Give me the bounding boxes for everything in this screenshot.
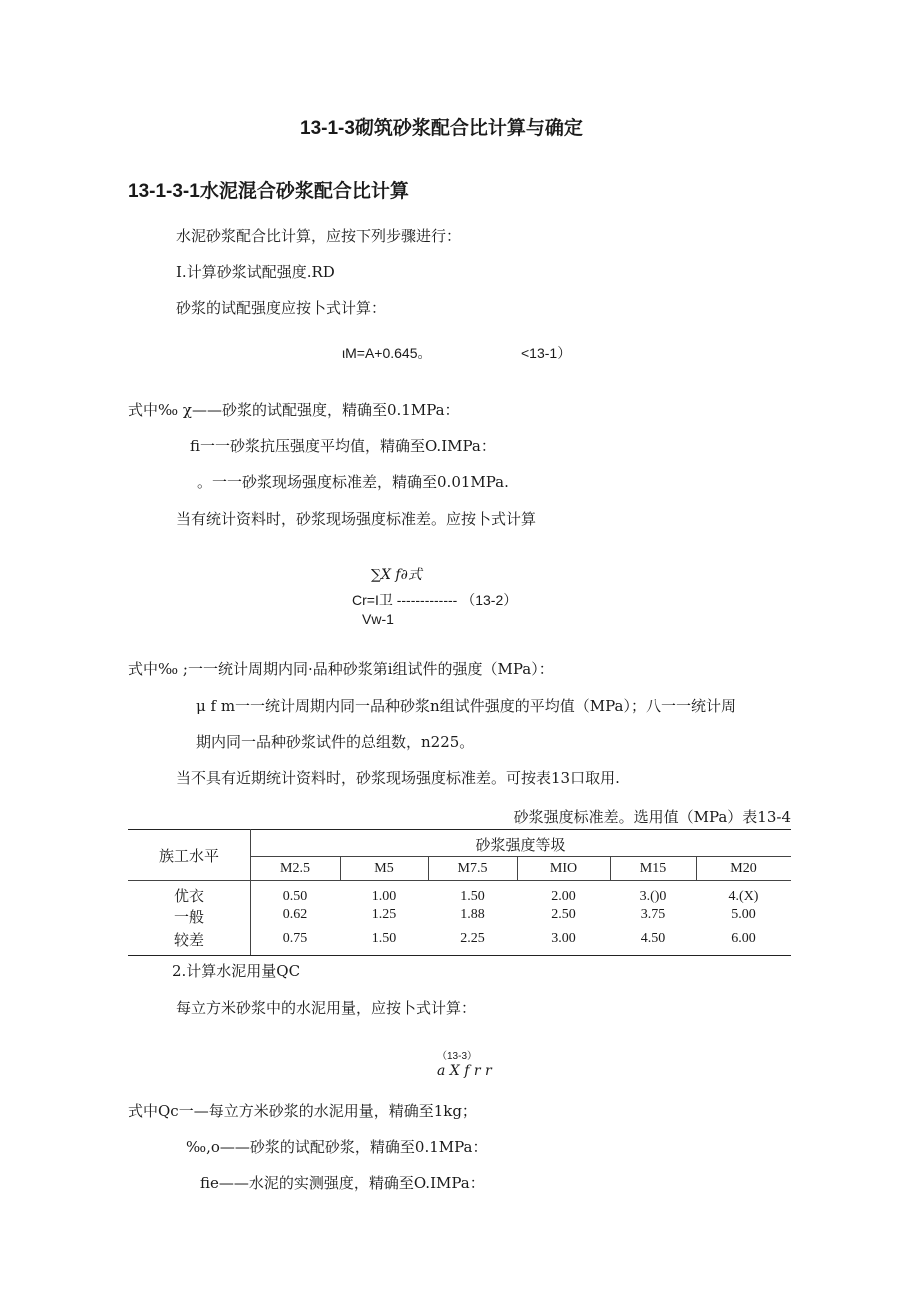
definition-line: fie——水泥的实测强度，精确至O.IMPa： — [200, 1174, 485, 1192]
table-cell: 1.00 — [371, 889, 397, 904]
paragraph: 水泥砂浆配合比计算，应按下列步骤进行： — [176, 227, 462, 245]
table-cell: 0.50 — [282, 889, 308, 904]
table-cell: 1.88 — [460, 907, 485, 922]
table-cell: 1.25 — [371, 907, 397, 922]
table-cell: 1.50 — [460, 889, 485, 904]
table-cell: 3.75 — [640, 907, 666, 922]
table-caption: 砂浆强度标准差。选用值（MPa）表13-4 — [513, 808, 791, 826]
table-top-rule — [128, 829, 791, 830]
definition-line: 式中Qc一—每立方米砂浆的水泥用量，精确至1kg； — [128, 1102, 477, 1120]
definition-line: 式中‰ ;一一统计周期内同·品种砂浆第i组试件的强度（MPa）： — [128, 660, 554, 678]
table-header-grade: M15 — [639, 861, 667, 876]
table-cell: 3.()0 — [639, 889, 667, 904]
table-header-grade: M20 — [730, 861, 757, 876]
formula-numerator: ∑X f∂式 — [371, 567, 422, 583]
table-cell: 0.75 — [282, 931, 308, 946]
table-header-level: 族工水平 — [158, 849, 219, 865]
definition-line: 式中‰ χ——砂浆的试配强度，精确至0.1MPa： — [128, 401, 460, 419]
paragraph: 当有统计资料时，砂浆现场强度标准差。应按卜式计算 — [176, 510, 537, 528]
step-heading: 2.计算水泥用量QC — [172, 962, 301, 980]
table-row-label: 优衣 — [173, 889, 204, 905]
table-cell: 2.50 — [551, 907, 576, 922]
formula: a X f r r — [437, 1063, 492, 1079]
table-cell: 2.25 — [460, 931, 485, 946]
formula: Cr=I卫 ------------- （13-2） — [352, 592, 518, 608]
definition-line: fi一一砂浆抗压强度平均值，精确至O.IMPa： — [190, 437, 496, 455]
step-heading: I.计算砂浆试配强度.RD — [176, 263, 335, 281]
paragraph: 砂浆的试配强度应按卜式计算： — [176, 299, 387, 317]
table-cell: 1.50 — [371, 931, 397, 946]
table-cell: 4.(X) — [728, 889, 759, 904]
definition-line: μ f m一一统计周期内同一品种砂浆n组试件强度的平均值（MPa）；八一一统计周 — [196, 697, 736, 715]
table-cell: 6.00 — [731, 931, 756, 946]
paragraph: 每立方米砂浆中的水泥用量，应按卜式计算： — [176, 999, 477, 1017]
table-cell: 2.00 — [551, 889, 576, 904]
table-cell: 5.00 — [731, 907, 756, 922]
page-title: 13-1-3砌筑砂浆配合比计算与确定 — [300, 118, 583, 139]
formula-denominator: Vw-1 — [362, 611, 394, 627]
definition-line: 。一一砂浆现场强度标准差，精确至0.01MPa. — [197, 473, 509, 491]
table-cell: 4.50 — [640, 931, 666, 946]
table-header-grade: M5 — [374, 861, 394, 876]
definition-line: 期内同一品种砂浆试件的总组数，n225。 — [196, 733, 475, 751]
formula: ιM=A+0.645。 — [342, 345, 432, 361]
table-row-label: 较差 — [173, 933, 204, 949]
table-bottom-rule — [128, 955, 791, 956]
table-header-group: 砂浆强度等圾 — [475, 838, 566, 854]
table-row-label: 一般 — [173, 910, 204, 926]
table-group-rule — [250, 856, 791, 857]
formula-number: <13-1） — [521, 345, 572, 361]
section-heading: 13-1-3-1水泥混合砂浆配合比计算 — [128, 181, 409, 202]
table-cell: 3.00 — [551, 931, 576, 946]
paragraph: 当不具有近期统计资料时，砂浆现场强度标准差。可按表13口取用. — [176, 769, 620, 787]
table-header-grade: MIO — [549, 861, 578, 876]
table-header-grade: M7.5 — [457, 861, 488, 876]
table-cell: 0.62 — [282, 907, 308, 922]
definition-line: ‰,o——砂浆的试配砂浆，精确至0.1MPa： — [186, 1138, 488, 1156]
table-header-grade: M2.5 — [280, 861, 310, 876]
table-header-rule — [128, 880, 791, 881]
formula-number: （13-3） — [437, 1051, 478, 1062]
